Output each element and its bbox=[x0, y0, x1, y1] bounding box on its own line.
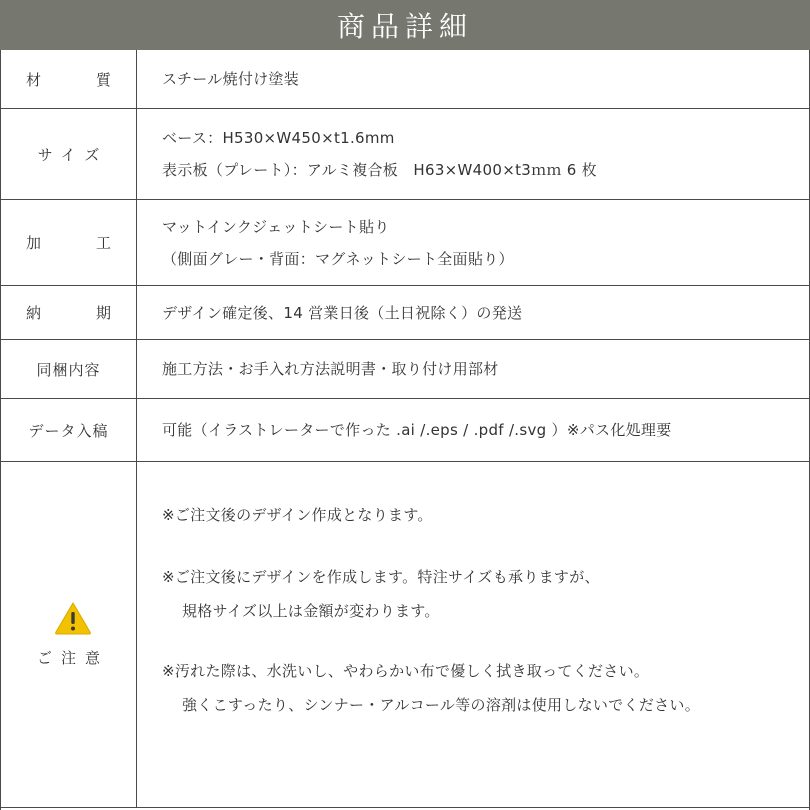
table-row-delivery bbox=[1, 286, 809, 340]
label-text: 材 質 bbox=[25, 70, 131, 89]
table-row-data-submission bbox=[1, 399, 809, 462]
row-label-notice bbox=[1, 462, 137, 807]
row-label-data-submission bbox=[1, 399, 137, 461]
note-line: 強くこすったり、シンナー・アルコール等の溶剤は使用しないでください。 bbox=[182, 696, 701, 714]
row-value-size bbox=[162, 109, 801, 199]
row-value-data-submission bbox=[162, 399, 801, 461]
row-value-delivery bbox=[162, 286, 801, 339]
row-value-material bbox=[162, 50, 801, 108]
table-row-material bbox=[1, 50, 809, 109]
notice-notes bbox=[162, 462, 801, 807]
table-row-processing bbox=[1, 200, 809, 286]
table-row-notice bbox=[1, 462, 809, 808]
table-row-contents bbox=[1, 340, 809, 399]
note-line: 規格サイズ以上は金額が変わります。 bbox=[182, 602, 440, 620]
table-row-size bbox=[1, 109, 809, 200]
label-text: 加 工 bbox=[25, 234, 131, 252]
value-line: （側面グレー・背面：マグネットシート全面貼り） bbox=[162, 249, 514, 268]
value-line: ベース：H530×W450×t1.6mm bbox=[162, 129, 395, 147]
note-line: ※ご注文後にデザインを作成します。特注サイズも承りますが、 bbox=[162, 568, 600, 586]
note-line: ※汚れた際は、水洗いし、やわらかい布で優しく拭き取ってください。 bbox=[162, 662, 650, 680]
label-text: 納 期 bbox=[25, 304, 131, 322]
value-text: 可能（イラストレーターで作った .ai /.eps / .pdf /.svg ）※パス化処理要 bbox=[162, 421, 672, 439]
row-value-contents bbox=[162, 340, 801, 398]
page-header bbox=[0, 0, 810, 50]
row-label-delivery bbox=[1, 286, 137, 339]
value-line: 表示板（プレート）：アルミ複合板 H63×W400×t3ｍｍ 6 枚 bbox=[162, 161, 597, 179]
row-label-material bbox=[1, 50, 137, 108]
label-text: ご注意 bbox=[36, 649, 109, 667]
label-text: データ入稿 bbox=[28, 421, 109, 440]
label-text: 同梱内容 bbox=[36, 360, 101, 379]
row-label-contents bbox=[1, 340, 137, 398]
row-label-size bbox=[1, 109, 137, 199]
note-line: ※ご注文後のデザイン作成となります。 bbox=[162, 506, 433, 524]
row-value-processing bbox=[162, 200, 801, 285]
row-label-processing bbox=[1, 200, 137, 285]
value-text: デザイン確定後、14 営業日後（土日祝除く）の発送 bbox=[162, 303, 523, 322]
warning-icon bbox=[54, 601, 92, 635]
page-title: 商品詳細 bbox=[336, 10, 473, 43]
label-text: サイズ bbox=[37, 145, 109, 164]
value-line: マットインクジェットシート貼り bbox=[162, 217, 390, 236]
value-text: スチール焼付け塗装 bbox=[162, 70, 300, 88]
spec-table bbox=[0, 50, 810, 810]
value-text: 施工方法・お手入れ方法説明書・取り付け用部材 bbox=[162, 360, 499, 378]
